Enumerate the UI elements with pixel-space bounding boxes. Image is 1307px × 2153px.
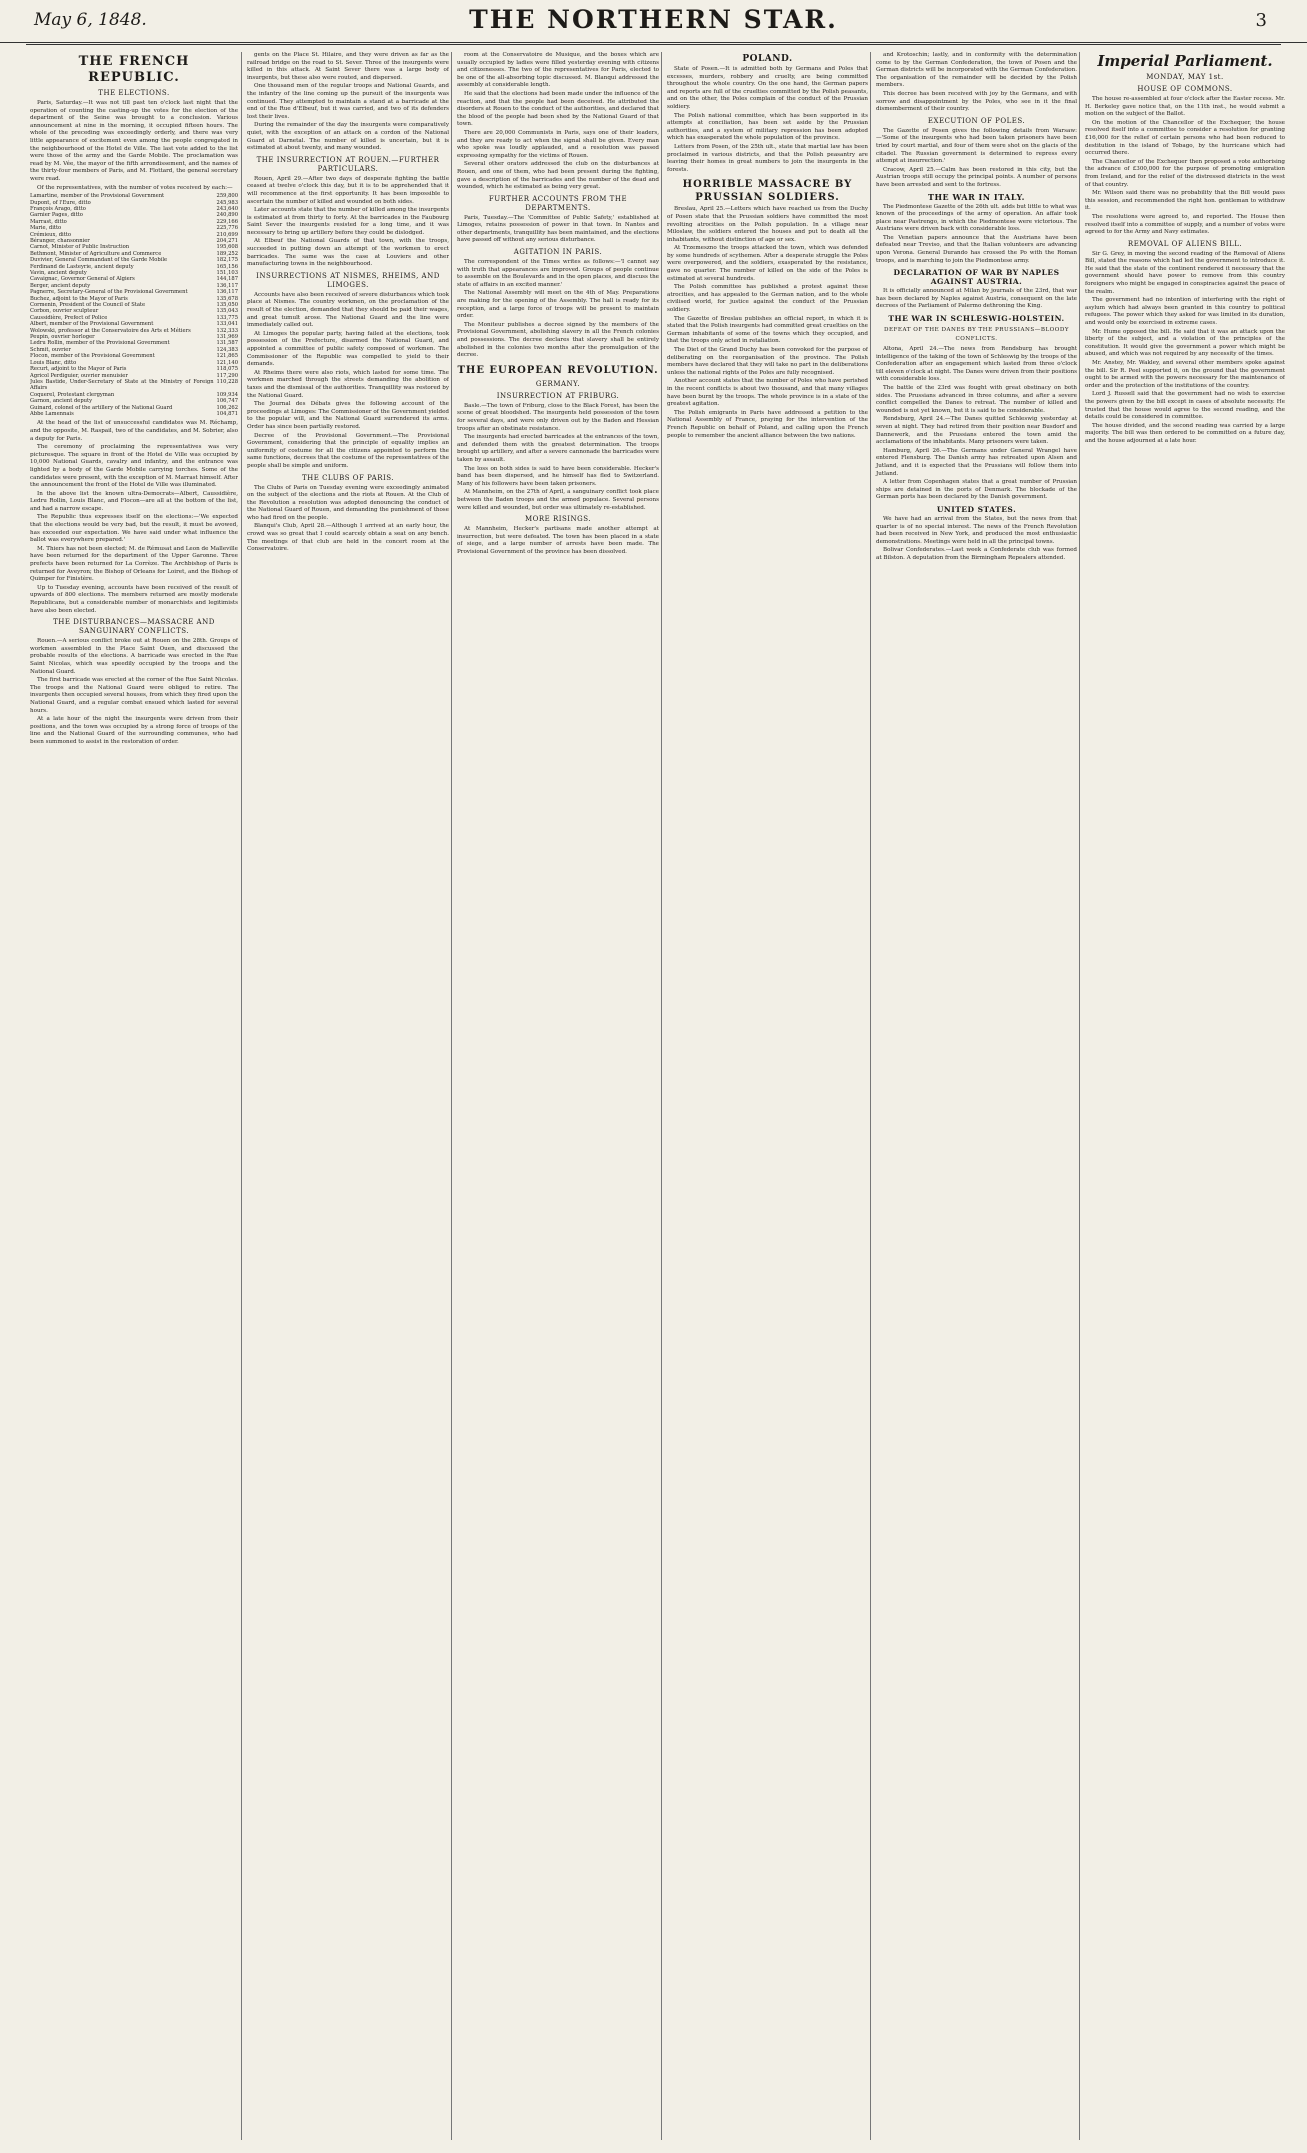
article-paragraph: Paris, Saturday.—It was not till past ten o'clock last night that the operation of counting the casting-up the votes for the election of the department of the Seine was brought to a conclusion. Various announcement at nine in the morning, it occupied fifteen hours. The whole of the preceding was exceedingly orderly, and there was very little appearance of excitement even among the people congregated in the neighbourhood of the Hotel de Ville. The last vote added to the list were those of the army and the Garde Mobile. The proclamation was read by M. Vée, the mayor of the fifth arrondissement, and the names of the thirty-four members of Paris, and M. Flottard, the general secretary were read. xyxy=(30,100,238,182)
article-paragraph: The house re-assembled at four o'clock after the Easter recess. Mr. H. Berkeley gave notice that, on the 11th inst., he would submit a motion on the subject of the Ballot. xyxy=(1085,96,1285,118)
column-5 xyxy=(870,52,1077,2142)
column-2 xyxy=(241,52,449,2142)
vote-count: 106,262 xyxy=(216,404,238,411)
column-3 xyxy=(451,52,659,2142)
subheading-house-of-commons: HOUSE OF COMMONS. xyxy=(1137,85,1233,93)
column-6 xyxy=(1079,52,1285,2142)
vote-row xyxy=(30,379,238,392)
article-paragraph: Of the representatives, with the number of votes received by each:— xyxy=(37,184,233,191)
article-paragraph: At a late hour of the night the insurgents were driven from their positions, and the town was occupied by a strong force of troops of the line and the National Guard of the surrounding communes, who had been summoned to assist in the restoration of order. xyxy=(30,716,238,745)
vote-count: 135,678 xyxy=(216,295,238,302)
candidate-name: Louis Blanc, ditto xyxy=(30,359,77,366)
article-paragraph: At Trzemeszno the troops attacked the town, which was defended by some hundreds of scythemen. After a desperate struggle the Poles were overpowered, and the soldiers, exasperated by the resistance, gave no quarter. The number of killed on the side of the Poles is estimated at several hundreds. xyxy=(667,245,868,282)
vote-count: 136,117 xyxy=(216,289,238,296)
subheading-massacre: HORRIBLE MASSACRE BY PRUSSIAN SOLDIERS. xyxy=(682,179,853,204)
candidate-name: Dupont, of l'Eure, ditto xyxy=(30,199,91,206)
article-paragraph: Lord J. Russell said that the government had no wish to exercise the powers given by the bill except in cases of absolute necessity. He trusted that the house would agree to the second reading, and the details could be considered in committee. xyxy=(1085,391,1285,421)
vote-count: 144,187 xyxy=(216,276,238,283)
article-paragraph: M. Thiers has not been elected; M. de Rémusat and Leon de Malleville have been returned for the department of the Upper Garonne. Three prefects have been returned for La Corrèze. The Archbishop of Paris is returned for Aveyron; the Bishop of Orleans for Loiret, and the Bishop of Quimper for Finistère. xyxy=(30,545,238,583)
article-paragraph: The Polish national committee, which has been supported in its attempts at conciliation, has been set aside by the Prussian authorities, and a system of military repression has been adopted which has exasperated the whole population of the province. xyxy=(667,112,868,142)
vote-count: 131,587 xyxy=(216,340,238,347)
subheading-more-risings: MORE RISINGS. xyxy=(524,515,592,524)
candidate-name: Garnier Pages, ditto xyxy=(30,212,83,219)
subheading-aliens-bill: REMOVAL OF ALIENS BILL. xyxy=(1127,239,1243,248)
vote-count: 110,228 xyxy=(216,378,238,385)
article-paragraph: Paris, Tuesday.—The 'Committee of Public Safety,' established at Limoges, retains possession of power in that town. In Nantes and other departments, tranquillity has been maintained, and the elections have passed off without any serious disturbance. xyxy=(457,214,659,244)
article-paragraph: Up to Tuesday evening, accounts have been received of the result of upwards of 800 elections. The members returned are mostly moderate Republicans, but a considerable number of monarchists and legitimists have also been elected. xyxy=(30,584,238,614)
article-paragraph: The resolutions were agreed to, and reported. The House then resolved itself into a committee of supply, and a number of votes were agreed to for the Army and Navy estimates. xyxy=(1085,213,1285,236)
section-heading-poland: POLAND. xyxy=(742,54,793,64)
article-paragraph: The house divided, and the second reading was carried by a large majority. The bill was then ordered to be committed on a future day, and the house adjourned at a late hour. xyxy=(1085,422,1285,444)
vote-count: 121,140 xyxy=(216,359,238,366)
article-paragraph: Rouen, April 29.—After two days of desperate fighting the battle ceased at twelve o'clock this day, but it is to be apprehended that it will recommence at the first opportunity. It has been impossible to ascertain the number of killed and wounded on both sides. xyxy=(247,175,449,205)
candidate-name: Buchez, adjoint to the Mayor of Paris xyxy=(30,295,128,302)
vote-count: 151,103 xyxy=(216,270,238,276)
candidate-name: Corbon, ouvrier sculpteur xyxy=(30,308,99,315)
vote-count: 136,117 xyxy=(216,282,238,289)
article-paragraph: The insurgents had erected barricades at the entrances of the town, and defended them with the greatest determination. The troops brought up artillery, and after a severe cannonade the barricades were taken by assault. xyxy=(457,434,659,463)
article-paragraph: The Chancellor of the Exchequer then proposed a vote authorising the advance of £300,000 for the purpose of promoting emigration from Ireland, and for the relief of the distressed districts in the west of that country. xyxy=(1085,158,1285,188)
vote-count: 229,166 xyxy=(216,218,238,225)
article-paragraph: It is officially announced at Milan by journals of the 23rd, that war has been declared by Naples against Austria, consequent on the late decrees of the Parliament of Palermo dethroning the King. xyxy=(876,288,1077,310)
article-paragraph: Mr. Hume opposed the bill. He said that it was an attack upon the liberty of the subject, and a violation of the principles of the constitution. It would give the government a power which might be abused, and which was not required by any necessity of the times. xyxy=(1085,328,1285,358)
candidate-name: Cavaignac, Governor General of Algiers xyxy=(30,276,135,283)
candidate-name: Schmit, ouvrier xyxy=(30,346,71,353)
candidate-name: Béranger, chansonnier xyxy=(30,237,90,244)
article-paragraph: One thousand men of the regular troops and National Guards, and the infantry of the line coming up the pursuit of the insurgents was continued. They attempted to maintain a stand at a barricade at the end of the Rue d'Elbeuf, but it was carried, and two of its defenders lost their lives. xyxy=(247,83,449,120)
subheading-insurrection-rouen: THE INSURRECTION AT ROUEN.—FURTHER PARTICULARS. xyxy=(256,155,440,173)
article-paragraph: Several other orators addressed the club on the disturbances at Rouen, and one of them, who had been present during the fighting, gave a description of the barricades and the number of the dead and wounded, which he estimated as being very great. xyxy=(457,161,659,191)
article-paragraph: There are 20,000 Communists in Paris, says one of their leaders, and they are ready to act when the signal shall be given. Every man who spoke was loudly applauded, and a resolution was passed expressing sympathy for the victims of Rouen. xyxy=(457,129,659,159)
vote-count: 121,865 xyxy=(216,353,238,360)
subheading-clubs: THE CLUBS OF PARIS. xyxy=(301,473,395,482)
candidate-name: Marrast, ditto xyxy=(30,218,67,225)
newspaper-title: THE NORTHERN STAR. xyxy=(469,5,838,34)
candidate-name: Abbe Lamennais xyxy=(30,410,74,417)
article-paragraph: At Limoges the popular party, having failed at the elections, took possession of the Prefecture, disarmed the National Guard, and appointed a committee of public safety composed of workmen. The Commissioner of the Republic was compelled to yield to their demands. xyxy=(247,330,449,368)
subheading-departments: FURTHER ACCOUNTS FROM THE DEPARTMENTS. xyxy=(488,194,628,212)
vote-count: 133,775 xyxy=(216,314,238,321)
article-paragraph: and Krotoschin; lastly, and in conformity with the determination come to by the German Confederation, the town of Posen and the German districts will be incorporated with the German Confederation. The organisation of the remainder will be decided by the Polish members. xyxy=(876,52,1077,89)
article-paragraph: The first barricade was erected at the corner of the Rue Saint Nicolas. The troops and the National Guard were obliged to retire. The insurgents then occupied several houses, from which they fired upon the National Guard, and a regular combat ensued which lasted for several hours. xyxy=(30,677,238,714)
vote-count: 132,333 xyxy=(216,327,238,334)
vote-row xyxy=(30,411,238,417)
article-paragraph: We have had an arrival from the States, but the news from that quarter is of no special interest. The news of the French Revolution had been received in New York, and produced the most enthusiastic demonstrations. Meetings were held in all the principal towns. xyxy=(876,515,1077,545)
article-paragraph: At Rheims there were also riots, which lasted for some time. The workmen marched through the streets demanding the abolition of taxes and the dismissal of the authorities. Tranquillity was restored by the National Guard. xyxy=(247,369,449,399)
masthead xyxy=(0,0,1307,43)
article-paragraph: The Diet of the Grand Duchy has been convoked for the purpose of deliberating on the reorganisation of the province. The Polish members have declared that they will take no part in the deliberations unless the national rights of the Poles are fully recognised. xyxy=(667,347,868,376)
candidate-name: François Arago, ditto xyxy=(30,205,86,212)
article-paragraph: Accounts have also been received of severe disturbances which took place at Nismes. The country workmen, on the proclamation of the result of the election, demanded that they should be paid their wages, and great tumult arose. The National Guard and the line were immediately called out. xyxy=(247,291,449,329)
article-paragraph: Cracow, April 25.—Calm has been restored in this city, but the Austrian troops still occupy the principal points. A number of persons have been arrested and sent to the fortress. xyxy=(876,166,1077,188)
subheading-defeat-danes: DEFEAT OF THE DANES BY THE PRUSSIANS—BLOODY CONFLICTS. xyxy=(883,327,1070,343)
article-paragraph: This decree has been received with joy by the Germans, and with sorrow and disappointment by the Poles, who see in it the final dismemberment of their country. xyxy=(876,90,1077,113)
article-paragraph: He said that the elections had been made under the influence of the reaction, and that the people had been deceived. He attributed the disorders at Rouen to the conduct of the authorities, and declared that the blood of the people had been shed by the National Guard of that town. xyxy=(457,90,659,128)
article-paragraph: The Polish emigrants in Paris have addressed a petition to the National Assembly of France, praying for the intervention of the French Republic on behalf of Poland, and calling upon the French people to remember the ancient alliance between the two nations. xyxy=(667,409,868,439)
article-paragraph: The Journal des Débats gives the following account of the proceedings at Limoges: The Commissioner of the Government yielded to the popular will, and the National Guard surrendered its arms. Order has since been partially restored. xyxy=(247,401,449,430)
article-paragraph: The Piedmontese Gazette of the 26th ult. adds but little to what was known of the proceedings of the army of operation. An affair took place near Pastrengo, in which the Piedmontese were victorious. The Austrians were driven back with considerable loss. xyxy=(876,203,1077,233)
vote-count: 225,776 xyxy=(216,225,238,232)
vote-count: 210,699 xyxy=(216,231,238,238)
article-paragraph: The Gazette of Breslau publishes an official report, in which it is stated that the Polish insurgents had committed great cruelties on the German inhabitants of some of the towns which they occupied, and that the troops only acted in retaliation. xyxy=(667,315,868,345)
section-heading-french-republic: THE FRENCH REPUBLIC. xyxy=(78,54,190,85)
vote-count: 259,800 xyxy=(216,193,238,200)
vote-count: 131,969 xyxy=(216,334,238,341)
article-paragraph: The Moniteur publishes a decree signed by the members of the Provisional Government, abolishing slavery in all the French colonies and possessions. The decree declares that slavery shall be entirely abolished in the colonies two months after the promulgation of the decree. xyxy=(457,321,659,359)
candidate-name: Caussidière, Prefect of Police xyxy=(30,314,108,321)
candidate-name: Lamartine, member of the Provisional Government xyxy=(30,193,165,200)
article-paragraph: On the motion of the Chancellor of the Exchequer, the house resolved itself into a committee to consider a resolution for granting £16,000 for the relief of certain persons who had been reduced to destitution in the island of Tobago, by the hurricane which had occurred there. xyxy=(1085,119,1285,157)
subheading-agitation: AGITATION IN PARIS. xyxy=(513,248,603,257)
subheading-execution-poles: EXECUTION OF POLES. xyxy=(927,116,1026,125)
vote-count: 245,983 xyxy=(216,199,238,206)
article-paragraph: Decree of the Provisional Government.—The Provisional Government, considering that the principle of equality implies an uniformity of costume for all the citizens appointed to perform the same functions, decrees that the costume of the representatives of the people shall be simple and uniform. xyxy=(247,432,449,469)
article-paragraph: The Gazette of Posen gives the following details from Warsaw:—'Some of the insurgents who had been taken prisoners have been tried by court martial, and four of them were shot on the glacis of the citadel. The Russian government is determined to repress every attempt at insurrection.' xyxy=(876,127,1077,165)
issue-date: May 6, 1848. xyxy=(34,10,147,30)
vote-count: 104,871 xyxy=(216,410,238,417)
section-heading-imperial-parliament: Imperial Parliament. xyxy=(1097,52,1273,70)
candidate-name: Guinard, colonel of the artillery of the National Guard xyxy=(30,404,173,411)
candidate-name: Pagnerre, Secretary-General of the Provisional Government xyxy=(30,289,188,296)
candidate-name: Ledru Rollin, member of the Provisional Government xyxy=(30,340,170,347)
vote-count: 165,156 xyxy=(216,263,238,270)
subheading-germany: GERMANY. xyxy=(535,379,581,388)
article-paragraph: Mr. Anstey, Mr. Wakley, and several other members spoke against the bill. Sir R. Peel supported it, on the ground that the government ought to be armed with the powers necessary for the maintenance of order and the protection of the institutions of the country. xyxy=(1085,360,1285,389)
article-paragraph: At Elbeuf the National Guards of that town, with the troops, succeeded in putting down an attempt of the workmen to erect barricades. The same was the case at Louviers and other manufacturing towns in the neighbourhood. xyxy=(247,238,449,268)
article-paragraph: The battle of the 23rd was fought with great obstinacy on both sides. The Prussians advanced in three columns, and after a severe conflict compelled the Danes to retreat. The number of killed and wounded is not yet known, but it is said to be considerable. xyxy=(876,385,1077,414)
article-paragraph: Another account states that the number of Poles who have perished in the recent conflicts is about two thousand, and that many villages have been burnt by the troops. The whole province is in a state of the greatest agitation. xyxy=(667,378,868,408)
article-paragraph: The Polish committee has published a protest against these atrocities, and has appealed to the German nation, and to the whole civilised world, for justice against the conduct of the Prussian soldiery. xyxy=(667,284,868,314)
section-heading-schleswig: THE WAR IN SCHLESWIG-HOLSTEIN. xyxy=(888,314,1065,324)
candidate-name: Wolowski, professor at the Conservatoire des Arts et Métiers xyxy=(30,327,191,334)
candidate-name: Ferdinand de Lasteyrie, ancient deputy xyxy=(30,263,134,270)
candidate-name: Berger, ancient deputy xyxy=(30,282,91,289)
section-heading-war-italy: THE WAR IN ITALY. xyxy=(928,191,1025,202)
article-paragraph: Basle.—The town of Friburg, close to the Black Forest, has been the scene of great bloodshed. The insurgents held possession of the town for several days, and were only driven out by the Baden and Hessian troops after an obstinate resistance. xyxy=(457,402,659,432)
article-paragraph: gents on the Place St. Hilaire, and they were driven as far as the railroad bridge on the road to St. Sever. Three of the insurgents were killed in this attack. At Saint Sever there was a large body of insurgents, but these also were routed, and dispersed. xyxy=(247,52,449,81)
candidate-name: Marie, ditto xyxy=(30,225,62,232)
vote-count: 189,252 xyxy=(216,250,238,257)
article-paragraph: During the remainder of the day the insurgents were comparatively quiet, with the exception of an attack on a cordon of the National Guard at Darnetal. The number of killed is uncertain, but it is estimated at about twenty, and many wounded. xyxy=(247,122,449,152)
candidate-name: Vavin, ancient deputy xyxy=(30,270,87,276)
candidate-name: Carnot, Minister of Public Instruction xyxy=(30,244,130,251)
article-paragraph: The loss on both sides is said to have been considerable. Hecker's band has been dispersed, and he himself has fled to Switzerland. Many of his followers have been taken prisoners. xyxy=(457,465,659,487)
article-paragraph: The correspondent of the Times writes as follows:—'I cannot say with truth that appearances are improved. Groups of people continue to assemble on the Boulevards and in the open places, and discuss the state of affairs in an excited manner.' xyxy=(457,259,659,288)
vote-count: 240,890 xyxy=(216,212,238,219)
vote-count: 118,075 xyxy=(216,366,238,373)
section-heading-naples-declaration: DECLARATION OF WAR BY NAPLES AGAINST AUSTRIA. xyxy=(893,268,1060,287)
candidate-name: Peupin, ouvrier horloger xyxy=(30,334,95,341)
article-paragraph: Hamburg, April 26.—The Germans under General Wrangel have entered Flensburg. The Danish army has retreated upon Alsen and Jutland, and it is expected that the Prussians will follow them into Jutland. xyxy=(876,447,1077,477)
vote-count: 243,640 xyxy=(216,205,238,212)
subheading-disturbances: THE DISTURBANCES—MASSACRE AND SANGUINARY CONFLICTS. xyxy=(53,618,215,636)
section-heading-united-states: UNITED STATES. xyxy=(936,504,1017,514)
article-paragraph: The National Assembly will meet on the 4th of May. Preparations are making for the opening of the Assembly. The hall is ready for its reception, and a large force of troops will be present to maintain order. xyxy=(457,290,659,320)
article-paragraph: At Mannheim, Hecker's partisans made another attempt at insurrection, but were defeated. The town has been placed in a state of siege, and a large number of arrests have been made. The Provisional Government of the province has been dissolved. xyxy=(457,526,659,555)
header-rule xyxy=(26,44,1281,45)
vote-count: 117,290 xyxy=(216,372,238,379)
article-paragraph: The Clubs of Paris on Tuesday evening were exceedingly animated on the subject of the elections and the riots at Rouen. At the Club of the Revolution a resolution was adopted denouncing the conduct of the National Guard of Rouen, and demanding the punishment of those who had fired on the people. xyxy=(247,484,449,521)
article-paragraph: The Republic thus expresses itself on the elections:—'We expected that the elections would be very bad, but the result, it must be avowed, has exceeded our expectation. We have said under what influence the ballot was everywhere prepared.' xyxy=(30,514,238,544)
vote-count: 135,050 xyxy=(216,302,238,309)
candidate-name: Albert, member of the Provisional Government xyxy=(30,321,154,328)
vote-table xyxy=(30,193,238,417)
article-paragraph: Breslau, April 25.—Letters which have reached us from the Duchy of Posen state that the Prussian soldiers have committed the most revolting atrocities on the Polish population. In a village near Miloslaw, the soldiers entered the houses and put to death all the inhabitants, without distinction of age or sex. xyxy=(667,206,868,243)
candidate-name: Coquerel, Protestant clergyman xyxy=(30,391,115,398)
parliament-day: MONDAY, MAY 1st. xyxy=(1146,73,1224,81)
article-paragraph: Sir G. Grey, in moving the second reading of the Removal of Aliens Bill, stated the reasons which had led the government to introduce it. He said that the state of the continent rendered it necessary that the government should have power to remove from this country foreigners who might be engaged in conspiracies against the peace of the realm. xyxy=(1085,250,1285,295)
candidate-name: Agricol Perdiguier, ouvrier menuisier xyxy=(30,372,128,379)
candidate-name: Flocon, member of the Provisional Government xyxy=(30,353,155,360)
article-paragraph: The Venetian papers announce that the Austrians have been defeated near Treviso, and that the Italian volunteers are advancing upon Verona. General Durando has crossed the Po with the Roman troops, and is marching to join the Piedmontese army. xyxy=(876,234,1077,264)
article-paragraph: Rouen.—A serious conflict broke out at Rouen on the 28th. Groups of workmen assembled in the Place Saint Ouen, and discussed the probable results of the elections. A barricade was erected in the Rue Saint Nicolas, which was speedily occupied by the troops and the National Guard. xyxy=(30,638,238,675)
candidate-name: Jules Bastide, Under-Secretary of State at the Ministry of Foreign Affairs xyxy=(30,378,214,392)
subheading-friburg: INSURRECTION AT FRIBURG. xyxy=(496,391,620,400)
candidate-name: Bethmont, Minister of Agriculture and Commerce xyxy=(30,250,162,257)
column-1 xyxy=(30,52,238,2142)
candidate-name: Garnon, ancient deputy xyxy=(30,398,93,405)
vote-count: 195,608 xyxy=(216,244,238,251)
vote-count: 204,271 xyxy=(216,237,238,244)
article-paragraph: A letter from Copenhagen states that a great number of Prussian ships are detained in the ports of Denmark. The blockade of the German ports has been declared by the Danish government. xyxy=(876,479,1077,501)
article-paragraph: Rendsburg, April 24.—The Danes quitted Schleswig yesterday at seven at night. They had retired from their position near Busdorf and Dannewerk, and the Prussians entered the town amid the acclamations of the inhabitants. Many prisoners were taken. xyxy=(876,416,1077,446)
candidate-name: Duvivier, General Commandant of the Garde Mobile xyxy=(30,257,168,264)
article-paragraph: Mr. Wilson said there was no probability that the Bill would pass this session, and recommended the right hon. gentleman to withdraw it. xyxy=(1085,190,1285,212)
article-paragraph: Later accounts state that the number of killed among the insurgents is estimated at from thirty to forty. At the barricades in the Faubourg Saint Sever the insurgents resisted for a long time, and it was necessary to bring up artillery before they could be dislodged. xyxy=(247,207,449,236)
candidate-name: Recurt, adjoint to the Mayor of Paris xyxy=(30,366,127,373)
article-paragraph: In the above list the known ultra-Democrats—Albert, Caussidière, Ledru Rollin, Louis Blanc, and Flocon—are all at the bottom of the list, and had a narrow escape. xyxy=(30,490,238,512)
vote-count: 135,043 xyxy=(216,308,238,315)
vote-count: 182,175 xyxy=(216,257,238,264)
article-paragraph: Bolivar Confederates.—Last week a Confederate club was formed at Bilston. A deputation from the Birmingham Repealers attended. xyxy=(876,547,1077,561)
article-paragraph: The ceremony of proclaiming the representatives was very picturesque. The square in front of the Hotel de Ville was occupied by 10,000 National Guards, cavalry and infantry, and the entrance was lighted by a body of the Garde Mobile carrying torches. Some of the candidates were present, with the exception of M. Marrast himself. After the announcement the front of the Hotel de Ville was illuminated. xyxy=(30,444,238,489)
article-paragraph: room at the Conservatoire de Musique, and the boxes which are usually occupied by ladies were filled yesterday evening with citizens and citizenesses. The two of the representatives for Paris, elected to be one of the all-absorbing topic discussed. M. Blanqui addressed the assembly at considerable length. xyxy=(457,52,659,89)
vote-count: 124,383 xyxy=(216,346,238,353)
subheading-insurrections-nismes: INSURRECTIONS AT NISMES, RHEIMS, AND LIMOGES. xyxy=(256,271,440,289)
article-paragraph: Letters from Posen, of the 25th ult., state that martial law has been proclaimed in various districts, and that the Polish peasantry are leaving their homes in great numbers to join the insurgents in the forests. xyxy=(667,143,868,173)
column-4 xyxy=(661,52,868,2142)
subheading-elections: THE ELECTIONS. xyxy=(98,89,170,97)
article-paragraph: At Mannheim, on the 27th of April, a sanguinary conflict took place between the Baden troops and the armed populace. Several persons were killed and wounded, but order was ultimately re-established. xyxy=(457,489,659,511)
candidate-name: Cormenin, President of the Council of State xyxy=(30,302,146,309)
candidate-name: Crémieux, ditto xyxy=(30,231,72,238)
vote-count: 109,934 xyxy=(216,391,238,398)
vote-count: 106,747 xyxy=(216,398,238,405)
article-paragraph: At the head of the list of unsuccessful candidates was M. Réchamp, and the opposite, M. Raspail, two of the candidates, and M. Sobrier, also a deputy for Paris. xyxy=(30,420,238,442)
article-paragraph: Altona, April 24.—The news from Rendsburg has brought intelligence of the taking of the town of Schleswig by the troops of the Confederation after an engagement which lasted from three o'clock till eleven o'clock at night. The Danes were driven from their positions with considerable loss. xyxy=(876,346,1077,383)
section-heading-european-revolution: THE EUROPEAN REVOLUTION. xyxy=(457,364,659,376)
vote-count: 133,041 xyxy=(216,321,238,328)
article-paragraph: The government had no intention of interfering with the right of asylum which had always been granted in this country to political refugees. The power which they asked for was limited in its duration, and would only be exercised in extreme cases. xyxy=(1085,297,1285,327)
article-paragraph: State of Posen.—It is admitted both by Germans and Poles that excesses, murders, robbery and cruelty, are being committed throughout the whole country. On the one hand, the German papers and reports are full of the cruelties committed by the Polish peasants, and on the other, the Poles complain of the conduct of the Prussian soldiery. xyxy=(667,66,868,110)
page-number: 3 xyxy=(1255,10,1267,31)
article-paragraph: Blanqui's Club, April 28.—Although I arrived at an early hour, the crowd was so great that I could scarcely obtain a seat on any bench. The meetings of that club are held in the concert room at the Conservatoire. xyxy=(247,523,449,553)
